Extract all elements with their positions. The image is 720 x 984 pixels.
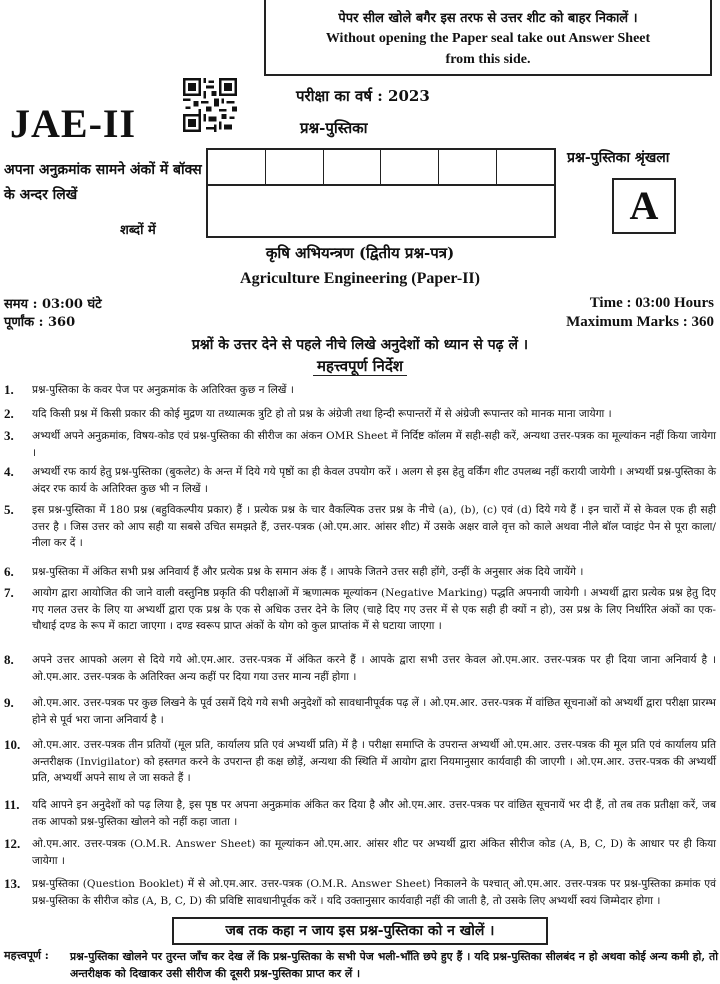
roll-number-words-box[interactable] [206, 186, 556, 238]
instruction-number: 10. [4, 737, 21, 752]
instruction-number: 7. [4, 585, 14, 600]
instruction-text: अभ्यर्थी रफ कार्य हेतु प्रश्न-पुस्तिका (बुकलेट) के अन्त में दिये गये पृष्ठों का ही केवल उपयोग करें । अलग से इस हेतु वर्किंग शीट उपलब्ध नहीं करायी जायेगी । अभ्यर्थी प्रश्न-पुस्तिका के अंदर रफ कार्य के अतिरिक्त कुछ भी न लिखें । [32, 466, 716, 495]
booklet-series-label: प्रश्न-पुस्तिका श्रृंखला [567, 150, 670, 166]
instruction-text: अपने उत्तर आपको अलग से दिये गये ओ.एम.आर. उत्तर-पत्रक में अंकित करने हैं । आपके द्वारा सभी उत्तर केवल ओ.एम.आर. उत्तर-पत्रक पर ही दिया जाना अनिवार्य है । ओ.एम.आर. उत्तर-पत्रक के अतिरिक्त अन्य कहीं पर दिया गया उत्तर मान्य नहीं होगा । [32, 654, 716, 683]
roll-number-digit-boxes[interactable] [206, 148, 556, 186]
seal-notice-hindi: पेपर सील खोले बगैर इस तरफ से उत्तर शीट को बाहर निकालें । [338, 11, 638, 26]
instruction-number: 12. [4, 836, 21, 851]
instruction-text: ओ.एम.आर. उत्तर-पत्रक पर कुछ लिखने के पूर्व उसमें दिये गये सभी अनुदेशों को सावधानीपूर्वक पढ़ लें । ओ.एम.आर. उत्तर-पत्रक में वांछित सूचनाओं को अभ्यर्थी द्वारा परीक्षा प्रारम्भ होने से पूर्व भरा जाना अनिवार्य है । [32, 697, 716, 726]
marks-english: Maximum Marks : 360 [566, 314, 714, 330]
instruction-text: ओ.एम.आर. उत्तर-पत्रक तीन प्रतियों (मूल प्रति, कार्यालय प्रति एवं अभ्यर्थी प्रति) में है । परीक्षा समाप्ति के उपरान्त अभ्यर्थी ओ.एम.आर. उत्तर-पत्रक की मूल प्रति एवं कार्यालय प्रति अन्तरीक्षक (Invigilator) को हस्तगत करने के उपरान्त ही कक्ष छोड़ें, अन्यथा की स्थिति में आयोग द्वारा नियमानुसार कार्यवाही की जाएगी । ओ.एम.आर. उत्तर-पत्रक की अभ्यर्थी प्रति, अभ्यर्थी अपने साथ ले जा सकते हैं । [32, 739, 716, 784]
instruction-number: 8. [4, 652, 14, 667]
instruction-number: 11. [4, 797, 20, 812]
paper-code: JAE-II [10, 101, 137, 146]
roll-digit-box[interactable] [381, 150, 439, 184]
instruction-text: आयोग द्वारा आयोजित की जाने वाली वस्तुनिष्ठ प्रकृति की परीक्षाओं में ऋणात्मक मूल्यांकन (Negative Marking) पद्धति अपनायी जायेगी । अभ्यर्थी द्वारा प्रत्येक प्रश्न हेतु दिए गए गलत उत्तर के लिए या अभ्यर्थी द्वारा एक प्रश्न के एक से अधिक उत्तर देने के लिए (चाहे दिए गए उत्तर में से एक सही ही क्यों न हो), उस प्रश्न के लिए निर्धारित अंकों का एक-चौथाई दण्ड के रूप में काटा जाएगा । दण्ड स्वरूप प्राप्त अंकों के योग को कुल प्राप्तांक में से घटाया जाएगा । [32, 587, 716, 632]
instruction-number: 9. [4, 695, 14, 710]
instruction-number: 2. [4, 406, 14, 421]
instruction-number: 1. [4, 382, 14, 397]
instruction-text: प्रश्न-पुस्तिका में अंकित सभी प्रश्न अनिवार्य हैं और प्रत्येक प्रश्न के समान अंक हैं । आपके जितने उत्तर सही होंगे, उन्हीं के अनुसार अंक दिये जायेंगे । [32, 566, 584, 578]
roll-number-digits-label: अपना अनुक्रमांक सामने अंकों में बॉक्स के अन्दर लिखें [4, 162, 202, 203]
instruction-number: 4. [4, 464, 14, 479]
exam-year: परीक्षा का वर्ष : 2023 [296, 87, 430, 105]
instruction-text: इस प्रश्न-पुस्तिका में 180 प्रश्न (बहुविकल्पीय प्रकार) हैं । प्रत्येक प्रश्न के चार वैकल्पिक उत्तर प्रश्न के नीचे (a), (b), (c) एवं (d) दिये गये हैं । इन चारों में से केवल एक ही सही उत्तर है । जिस उत्तर को आप सही या सबसे उचित समझते हैं, उत्तर-पत्रक (ओ.एम.आर. आंसर शीट) में उसके अक्षर वाले वृत्त को काले अथवा नीले बॉल प्वाइंट पेन से पूरा काला/नीला कर दें । [32, 504, 716, 549]
important-instructions-heading [0, 356, 720, 376]
roll-number-words-label: शब्दों में [120, 223, 156, 238]
instruction-number: 5. [4, 502, 14, 517]
instruction-number: 13. [4, 876, 21, 891]
qr-code-icon [183, 78, 237, 132]
instruction-text: यदि किसी प्रश्न में किसी प्रकार की कोई मुद्रण या तथ्यात्मक त्रुटि हो तो प्रश्न के अंग्रेजी तथा हिन्दी रूपान्तरों में से अंग्रेजी रूपान्तर को मानक माना जायेगा । [32, 408, 612, 420]
marks-hindi: पूर्णांक : 360 [4, 315, 76, 330]
instruction-number: 3. [4, 428, 14, 443]
footer-note-text: प्रश्न-पुस्तिका खोलने पर तुरन्त जाँच कर देख लें कि प्रश्न-पुस्तिका के सभी पेज भली-भाँति छपे हुए हैं । यदि प्रश्न-पुस्तिका सीलबंद न हो अथवा कोई अन्य कमी हो, तो अन्तरीक्षक को दिखाकर उसी सीरीज की दूसरी प्रश्न-पुस्तिका प्राप्त कर लें । [70, 950, 718, 980]
important-heading-text: महत्त्वपूर्ण निर्देश [313, 357, 407, 376]
instruction-text: यदि आपने इन अनुदेशों को पढ़ लिया है, इस पृष्ठ पर अपना अनुक्रमांक अंकित कर दिया है और ओ.एम.आर. उत्तर-पत्रक पर वांछित सूचनायें भर दी हैं, तो तब तक प्रतीक्षा करें, जब तक आपको प्रश्न-पुस्तिका खोलने को नहीं कहा जाता । [32, 799, 716, 828]
roll-digit-box[interactable] [439, 150, 497, 184]
roll-digit-box[interactable] [497, 150, 554, 184]
instruction-number: 6. [4, 564, 14, 579]
read-instructions-note: प्रश्नों के उत्तर देने से पहले नीचे लिखे अनुदेशों को ध्यान से पढ़ लें । [191, 337, 529, 353]
booklet-series-value: A [612, 178, 676, 234]
time-marks-hindi [4, 296, 102, 332]
do-not-open-notice: जब तक कहा न जाय इस प्रश्न-पुस्तिका को न खोलें । [172, 917, 548, 945]
seal-notice-box [264, 0, 712, 76]
roll-digit-box[interactable] [266, 150, 324, 184]
instruction-text: ओ.एम.आर. उत्तर-पत्रक (O.M.R. Answer Sheet) का मूल्यांकन ओ.एम.आर. आंसर शीट पर अभ्यर्थी द्वारा अंकित सीरीज कोड (A, B, C, D) के आधार पर ही किया जायेगा । [32, 838, 716, 867]
time-marks-english [566, 294, 714, 332]
seal-notice-english-1: Without opening the Paper seal take out Answer Sheet [325, 31, 651, 46]
seal-notice-english-2: from this side. [445, 52, 531, 67]
roll-digit-box[interactable] [324, 150, 382, 184]
instruction-text: प्रश्न-पुस्तिका (Question Booklet) में से ओ.एम.आर. उत्तर-पत्रक (O.M.R. Answer Sheet) निकालने के पश्चात् ओ.एम.आर. उत्तर-पत्रक पर प्रश्न-पुस्तिका क्रमांक एवं प्रश्न-पुस्तिका के सीरीज कोड (A, B, C, D) की प्रविष्टि सावधानीपूर्वक करें । यदि उक्तानुसार कार्यवाही नहीं की जाती है, तो उसके लिए अभ्यर्थी स्वयं जिम्मेदार होगा । [32, 878, 716, 907]
subject-title-hindi: कृषि अभियन्त्रण (द्वितीय प्रश्न-पत्र) [265, 244, 455, 262]
instruction-text: प्रश्न-पुस्तिका के कवर पेज पर अनुक्रमांक के अतिरिक्त कुछ न लिखें । [32, 384, 294, 396]
footer-note-label: महत्त्वपूर्ण : [4, 949, 49, 962]
instruction-text: अभ्यर्थी अपने अनुक्रमांक, विषय-कोड एवं प्रश्न-पुस्तिका की सीरीज का अंकन OMR Sheet में निर्दिष्ट कॉलम में सही-सही करें, अन्यथा उत्तर-पत्रक का मूल्यांकन नहीं किया जायेगा । [32, 430, 716, 459]
time-english: Time : 03:00 Hours [589, 295, 714, 311]
roll-digit-box[interactable] [208, 150, 266, 184]
subject-title-english: Agriculture Engineering (Paper-II) [240, 270, 480, 287]
booklet-label: प्रश्न-पुस्तिका [300, 119, 368, 137]
time-hindi: समय : 03:00 घंटे [4, 297, 102, 312]
